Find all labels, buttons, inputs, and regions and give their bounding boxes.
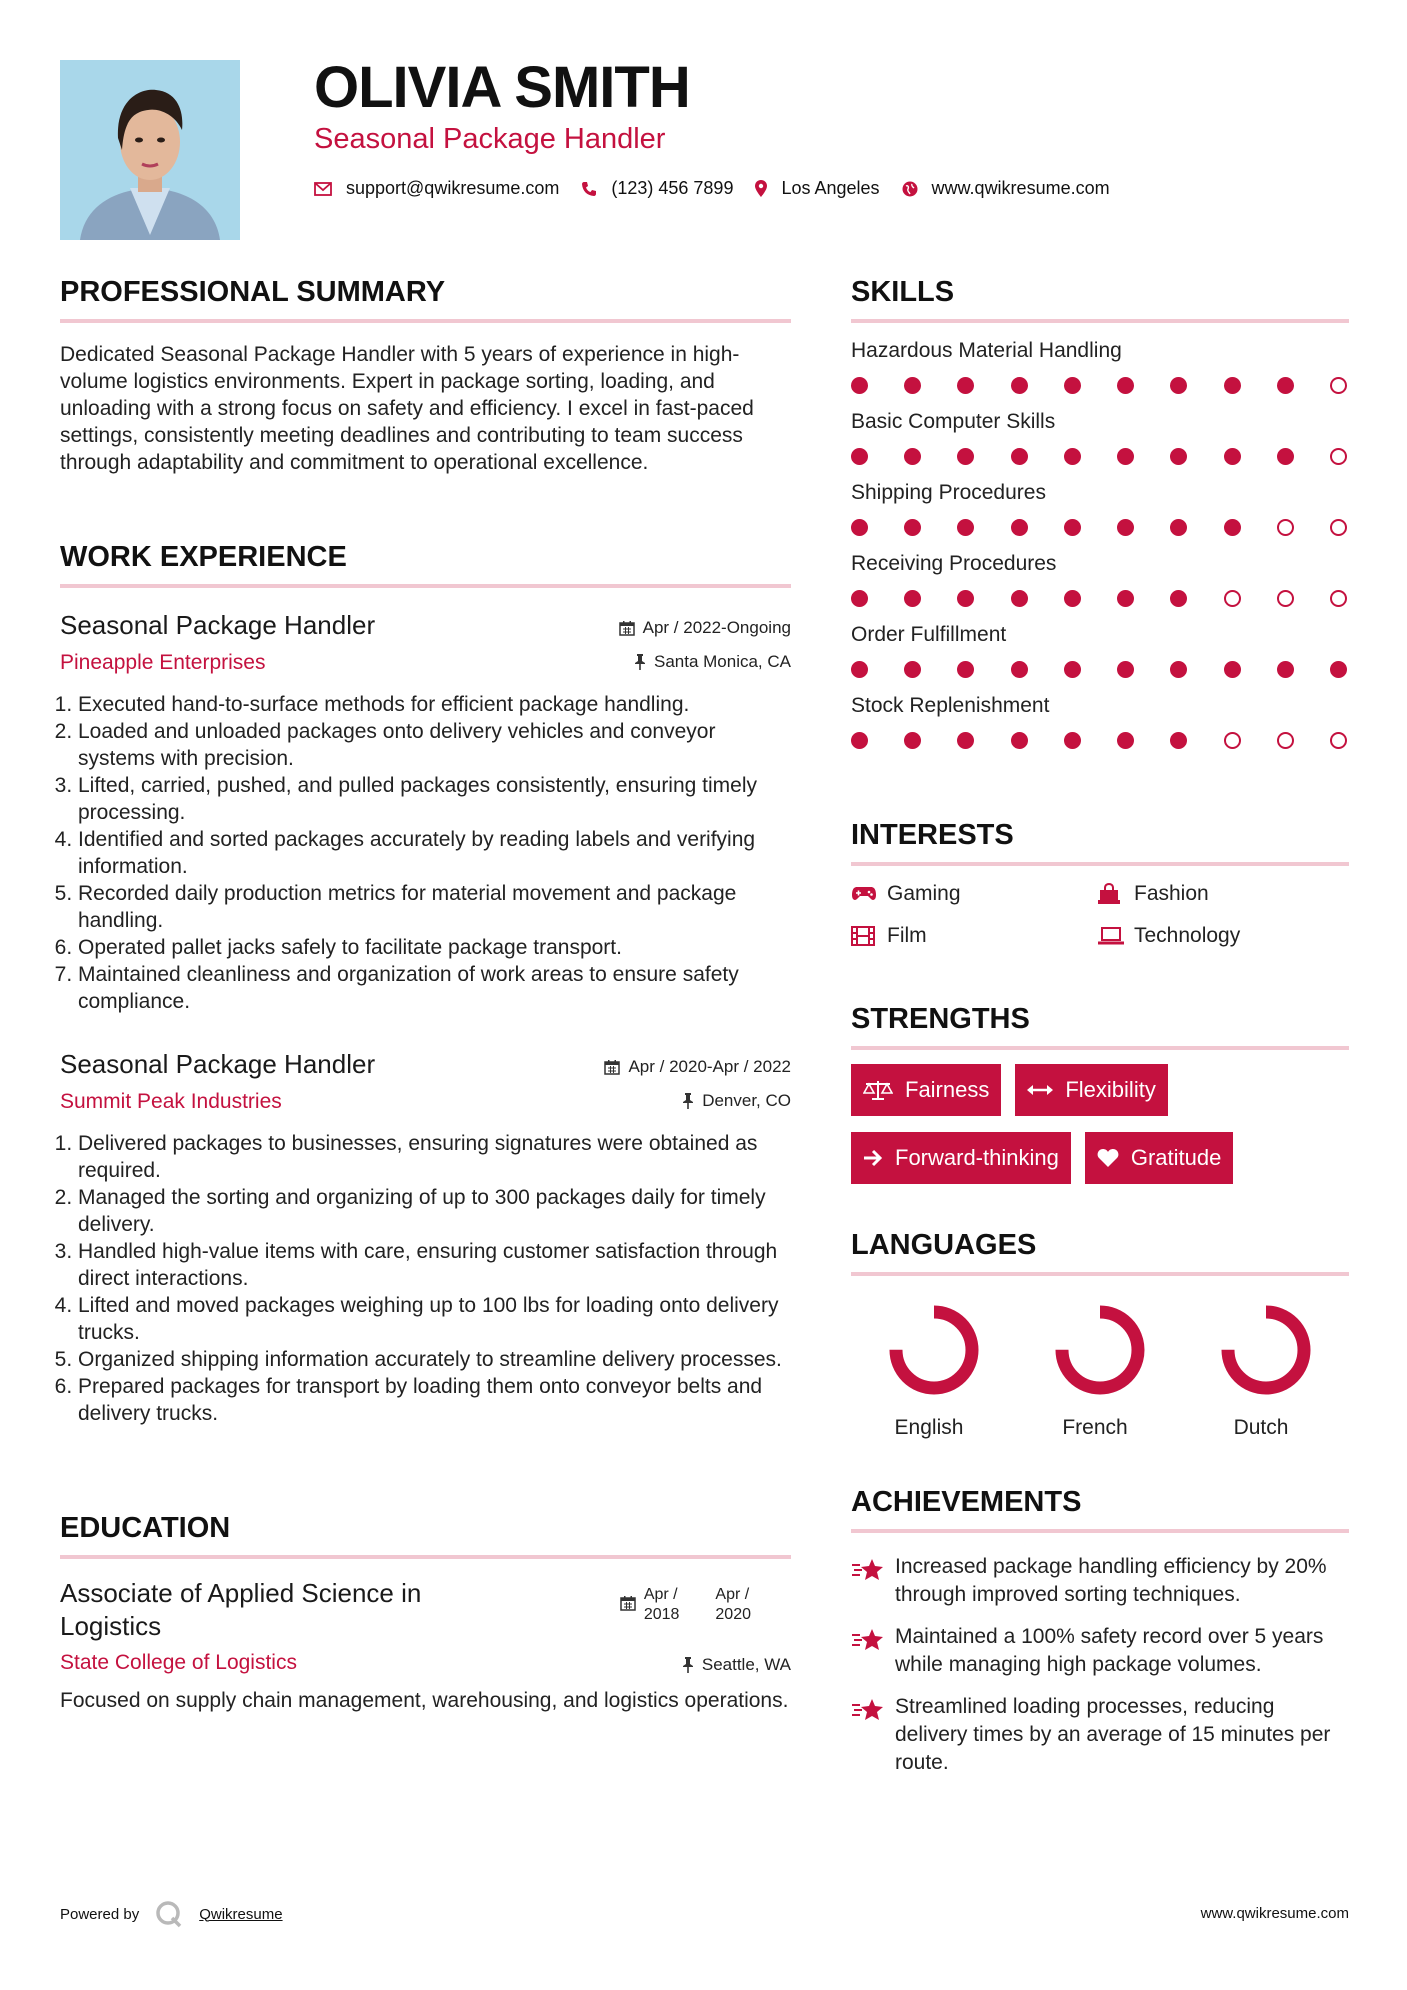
rating-dot-empty	[1224, 732, 1241, 749]
list-item: 6. Prepared packages for transport by loading them onto conveyor belts and delivery trucks.	[78, 1373, 791, 1427]
rating-dot-filled	[1064, 590, 1081, 607]
rating-dot-filled	[957, 661, 974, 678]
rating-dot-filled	[1117, 448, 1134, 465]
strengths-section	[851, 1003, 1349, 1200]
languages-list	[851, 1300, 1349, 1440]
job-date	[619, 618, 791, 638]
job-date-text: Apr / 2022-Ongoing	[642, 618, 791, 637]
language-item	[1017, 1300, 1183, 1440]
rating-dot-filled	[957, 590, 974, 607]
summary-section	[60, 276, 791, 476]
contact-email[interactable]	[314, 178, 559, 199]
rating-dot-empty	[1277, 519, 1294, 536]
job-company: Pineapple Enterprises	[60, 651, 266, 674]
achievement-item	[851, 1623, 1349, 1679]
skill-rating	[851, 377, 1349, 394]
start-month: Apr /	[643, 1586, 678, 1603]
education-entry	[60, 1577, 791, 1714]
rating-dot-empty	[1277, 590, 1294, 607]
rating-dot-filled	[1224, 519, 1241, 536]
summary-text: Dedicated Seasonal Package Handler with 5 years of experience in high-volume logistics environments. Expert in package sorting, loading, and unloading with a strong focus on safety and efficiency. I excel in fast-paced settings, consistently meeting deadlines and contributing to team success through adaptability and commitment to operational excellence.	[60, 343, 754, 474]
interests-grid	[851, 882, 1349, 948]
skill-rating	[851, 590, 1349, 607]
education-description: Focused on supply chain management, warehousing, and logistics operations.	[60, 1689, 789, 1712]
skills-list	[851, 339, 1349, 749]
strengths-list	[851, 1064, 1349, 1200]
rating-dot-filled	[904, 448, 921, 465]
film-icon	[851, 926, 887, 946]
powered-by-text: Powered by	[60, 1905, 140, 1923]
arrow-right-icon	[863, 1148, 883, 1168]
skills-heading: SKILLS	[851, 276, 1349, 323]
rating-dot-filled	[851, 377, 868, 394]
rating-dot-filled	[904, 377, 921, 394]
location-text: Los Angeles	[781, 178, 880, 198]
education-location	[682, 1655, 791, 1675]
rating-dot-filled	[1224, 661, 1241, 678]
strength-label: Fairness	[905, 1077, 990, 1102]
rating-dot-filled	[1117, 732, 1134, 749]
rating-dot-filled	[1277, 377, 1294, 394]
rating-dot-empty	[1330, 448, 1347, 465]
education-location-text: Seattle, WA	[701, 1655, 791, 1674]
skills-section	[851, 276, 1349, 749]
contact-phone[interactable]	[581, 178, 733, 199]
end-month: Apr /	[715, 1586, 750, 1603]
skill-rating	[851, 661, 1349, 678]
degree-title: Associate of Applied Science in Logistics	[60, 1578, 422, 1641]
qwikresume-logo-icon	[155, 1900, 183, 1928]
rating-dot-filled	[1330, 661, 1347, 678]
language-ring	[1216, 1300, 1316, 1400]
rating-dot-filled	[1117, 590, 1134, 607]
pushpin-icon	[634, 654, 646, 670]
rating-dot-empty	[1224, 590, 1241, 607]
interest-item	[851, 924, 1098, 948]
rating-dot-empty	[1330, 732, 1347, 749]
languages-section	[851, 1229, 1349, 1440]
rating-dot-filled	[904, 732, 921, 749]
education-end	[715, 1585, 751, 1625]
rating-dot-filled	[1117, 519, 1134, 536]
list-item: 7. Maintained cleanliness and organization of work areas to ensure safety compliance.	[78, 961, 791, 1015]
rating-dot-filled	[904, 661, 921, 678]
arrows-horizontal-icon	[1027, 1083, 1053, 1097]
end-year: 2020	[715, 1606, 751, 1623]
skill-rating	[851, 732, 1349, 749]
interest-item	[851, 882, 1098, 906]
website-text: www.qwikresume.com	[931, 178, 1110, 198]
calendar-icon	[619, 620, 635, 636]
rating-dot-filled	[1170, 732, 1187, 749]
strengths-heading: STRENGTHS	[851, 1003, 1349, 1050]
strength-tag	[851, 1132, 1071, 1184]
rating-dot-filled	[1064, 519, 1081, 536]
list-item: 2. Managed the sorting and organizing of up to 300 packages daily for timely delivery.	[78, 1184, 791, 1238]
strength-label: Flexibility	[1065, 1077, 1156, 1102]
achievement-text: Streamlined loading processes, reducing delivery times by an average of 15 minutes per route.	[895, 1695, 1331, 1774]
skill-name: Shipping Procedures	[851, 481, 1046, 504]
achievement-text: Maintained a 100% safety record over 5 years while managing high package volumes.	[895, 1625, 1324, 1676]
rating-dot-empty	[1330, 590, 1347, 607]
candidate-name: OLIVIA SMITH	[314, 55, 690, 120]
job-location	[634, 652, 791, 672]
interest-label: Film	[887, 924, 927, 947]
job-date	[604, 1057, 791, 1077]
shooting-star-icon	[851, 1553, 895, 1609]
language-name: English	[894, 1416, 964, 1439]
rating-dot-filled	[851, 448, 868, 465]
contact-website[interactable]	[902, 178, 1110, 199]
balance-scale-icon	[863, 1079, 893, 1101]
map-pin-icon	[755, 180, 767, 197]
job-bullets	[60, 691, 791, 1015]
skill-rating	[851, 448, 1349, 465]
education-section	[60, 1512, 791, 1714]
calendar-icon	[604, 1059, 620, 1075]
language-name: French	[1062, 1416, 1128, 1439]
school-name: State College of Logistics	[60, 1651, 297, 1674]
list-item: 3. Lifted, carried, pushed, and pulled packages consistently, ensuring timely processing.	[78, 772, 791, 826]
skill-item	[851, 623, 1349, 678]
candidate-title: Seasonal Package Handler	[314, 123, 666, 155]
interest-label: Technology	[1134, 924, 1241, 947]
shooting-star-icon	[851, 1623, 895, 1679]
interest-item	[1098, 924, 1345, 948]
rating-dot-filled	[1011, 519, 1028, 536]
qwikresume-link[interactable]: Qwikresume	[199, 1905, 283, 1923]
achievement-item	[851, 1553, 1349, 1609]
rating-dot-filled	[1277, 448, 1294, 465]
shopping-bag-icon	[1098, 883, 1134, 905]
rating-dot-filled	[904, 590, 921, 607]
interest-label: Fashion	[1134, 882, 1209, 905]
education-start	[620, 1585, 680, 1625]
list-item: 1. Executed hand-to-surface methods for efficient package handling.	[78, 691, 791, 718]
job-title: Seasonal Package Handler	[60, 610, 376, 640]
job-location-text: Santa Monica, CA	[653, 652, 791, 671]
interests-heading: INTERESTS	[851, 819, 1349, 866]
job-date-text: Apr / 2020-Apr / 2022	[628, 1057, 791, 1076]
rating-dot-filled	[1170, 377, 1187, 394]
skill-item	[851, 552, 1349, 607]
rating-dot-filled	[1011, 377, 1028, 394]
rating-dot-filled	[1011, 732, 1028, 749]
globe-icon	[902, 181, 918, 197]
start-year: 2018	[643, 1606, 680, 1623]
experience-section	[60, 541, 791, 1427]
rating-dot-empty	[1330, 377, 1347, 394]
list-item: 1. Delivered packages to businesses, ensuring signatures were obtained as required.	[78, 1130, 791, 1184]
rating-dot-filled	[957, 377, 974, 394]
strength-label: Gratitude	[1130, 1145, 1222, 1170]
portrait-illustration	[60, 60, 240, 240]
rating-dot-filled	[1064, 377, 1081, 394]
strength-tag	[851, 1064, 1001, 1116]
rating-dot-filled	[851, 590, 868, 607]
rating-dot-filled	[1011, 661, 1028, 678]
achievement-text: Increased package handling efficiency by 20% through improved sorting techniques.	[895, 1555, 1327, 1606]
pushpin-icon	[682, 1657, 694, 1673]
pushpin-icon	[682, 1093, 694, 1109]
rating-dot-filled	[957, 732, 974, 749]
list-item: 2. Loaded and unloaded packages onto delivery vehicles and conveyor systems with precision.	[78, 718, 791, 772]
rating-dot-filled	[1170, 448, 1187, 465]
gamepad-icon	[851, 886, 887, 902]
contact-bar	[314, 178, 1132, 199]
phone-icon	[581, 181, 597, 197]
rating-dot-filled	[1011, 448, 1028, 465]
job-location	[682, 1091, 791, 1111]
rating-dot-filled	[957, 448, 974, 465]
proficiency-ring	[896, 1312, 972, 1388]
experience-heading: WORK EXPERIENCE	[60, 541, 791, 588]
list-item: 4. Lifted and moved packages weighing up to 100 lbs for loading onto delivery trucks.	[78, 1292, 791, 1346]
strength-tag	[1085, 1132, 1234, 1184]
list-item: 5. Recorded daily production metrics for material movement and package handling.	[78, 880, 791, 934]
rating-dot-filled	[1277, 661, 1294, 678]
list-item: 3. Handled high-value items with care, ensuring customer satisfaction through direct interactions.	[78, 1238, 791, 1292]
rating-dot-filled	[1224, 448, 1241, 465]
job-entry	[60, 610, 791, 1015]
languages-heading: LANGUAGES	[851, 1229, 1349, 1276]
skill-rating	[851, 519, 1349, 536]
list-item: 4. Identified and sorted packages accurately by reading labels and verifying information.	[78, 826, 791, 880]
achievement-item	[851, 1693, 1349, 1777]
strength-label: Forward-thinking	[895, 1145, 1059, 1170]
skill-name: Hazardous Material Handling	[851, 339, 1122, 362]
footer-powered-by	[60, 1900, 283, 1928]
language-ring	[1050, 1300, 1150, 1400]
footer-website[interactable]: www.qwikresume.com	[1200, 1905, 1349, 1922]
education-dates	[620, 1585, 751, 1625]
rating-dot-filled	[1224, 377, 1241, 394]
phone-text: (123) 456 7899	[611, 178, 734, 198]
rating-dot-filled	[1170, 519, 1187, 536]
strength-tag	[1015, 1064, 1167, 1116]
rating-dot-filled	[1064, 732, 1081, 749]
language-name: Dutch	[1233, 1416, 1289, 1439]
interest-item	[1098, 882, 1345, 906]
rating-dot-empty	[1330, 519, 1347, 536]
skill-item	[851, 410, 1349, 465]
skill-item	[851, 481, 1349, 536]
achievements-section	[851, 1486, 1349, 1777]
job-entry	[60, 1049, 791, 1427]
rating-dot-filled	[851, 732, 868, 749]
job-title: Seasonal Package Handler	[60, 1049, 376, 1079]
language-item	[1183, 1300, 1349, 1440]
interests-section	[851, 819, 1349, 948]
job-location-text: Denver, CO	[702, 1091, 791, 1110]
proficiency-ring	[1228, 1312, 1304, 1388]
envelope-icon	[314, 182, 332, 196]
language-ring	[884, 1300, 984, 1400]
rating-dot-filled	[1117, 377, 1134, 394]
rating-dot-filled	[904, 519, 921, 536]
skill-item	[851, 694, 1349, 749]
job-bullets	[60, 1130, 791, 1427]
list-item: 5. Organized shipping information accurately to streamline delivery processes.	[78, 1346, 791, 1373]
rating-dot-filled	[1011, 590, 1028, 607]
rating-dot-filled	[1170, 590, 1187, 607]
skill-name: Order Fulfillment	[851, 623, 1007, 646]
calendar-icon	[620, 1595, 636, 1611]
rating-dot-filled	[851, 519, 868, 536]
education-heading: EDUCATION	[60, 1512, 791, 1559]
contact-location	[755, 178, 879, 199]
skill-name: Receiving Procedures	[851, 552, 1057, 575]
skill-item	[851, 339, 1349, 394]
laptop-icon	[1098, 927, 1134, 945]
skill-name: Basic Computer Skills	[851, 410, 1056, 433]
heart-icon	[1097, 1148, 1119, 1168]
rating-dot-empty	[1277, 732, 1294, 749]
proficiency-ring	[1062, 1312, 1138, 1388]
summary-heading: PROFESSIONAL SUMMARY	[60, 276, 791, 323]
rating-dot-filled	[1064, 448, 1081, 465]
rating-dot-filled	[851, 661, 868, 678]
achievements-heading: ACHIEVEMENTS	[851, 1486, 1349, 1533]
job-company: Summit Peak Industries	[60, 1090, 282, 1113]
rating-dot-filled	[1170, 661, 1187, 678]
skill-name: Stock Replenishment	[851, 694, 1050, 717]
rating-dot-filled	[957, 519, 974, 536]
list-item: 6. Operated pallet jacks safely to facilitate package transport.	[78, 934, 791, 961]
rating-dot-filled	[1117, 661, 1134, 678]
interest-label: Gaming	[887, 882, 961, 905]
rating-dot-filled	[1064, 661, 1081, 678]
language-item	[851, 1300, 1017, 1440]
shooting-star-icon	[851, 1693, 895, 1777]
profile-photo	[60, 60, 240, 240]
email-text: support@qwikresume.com	[346, 178, 560, 198]
